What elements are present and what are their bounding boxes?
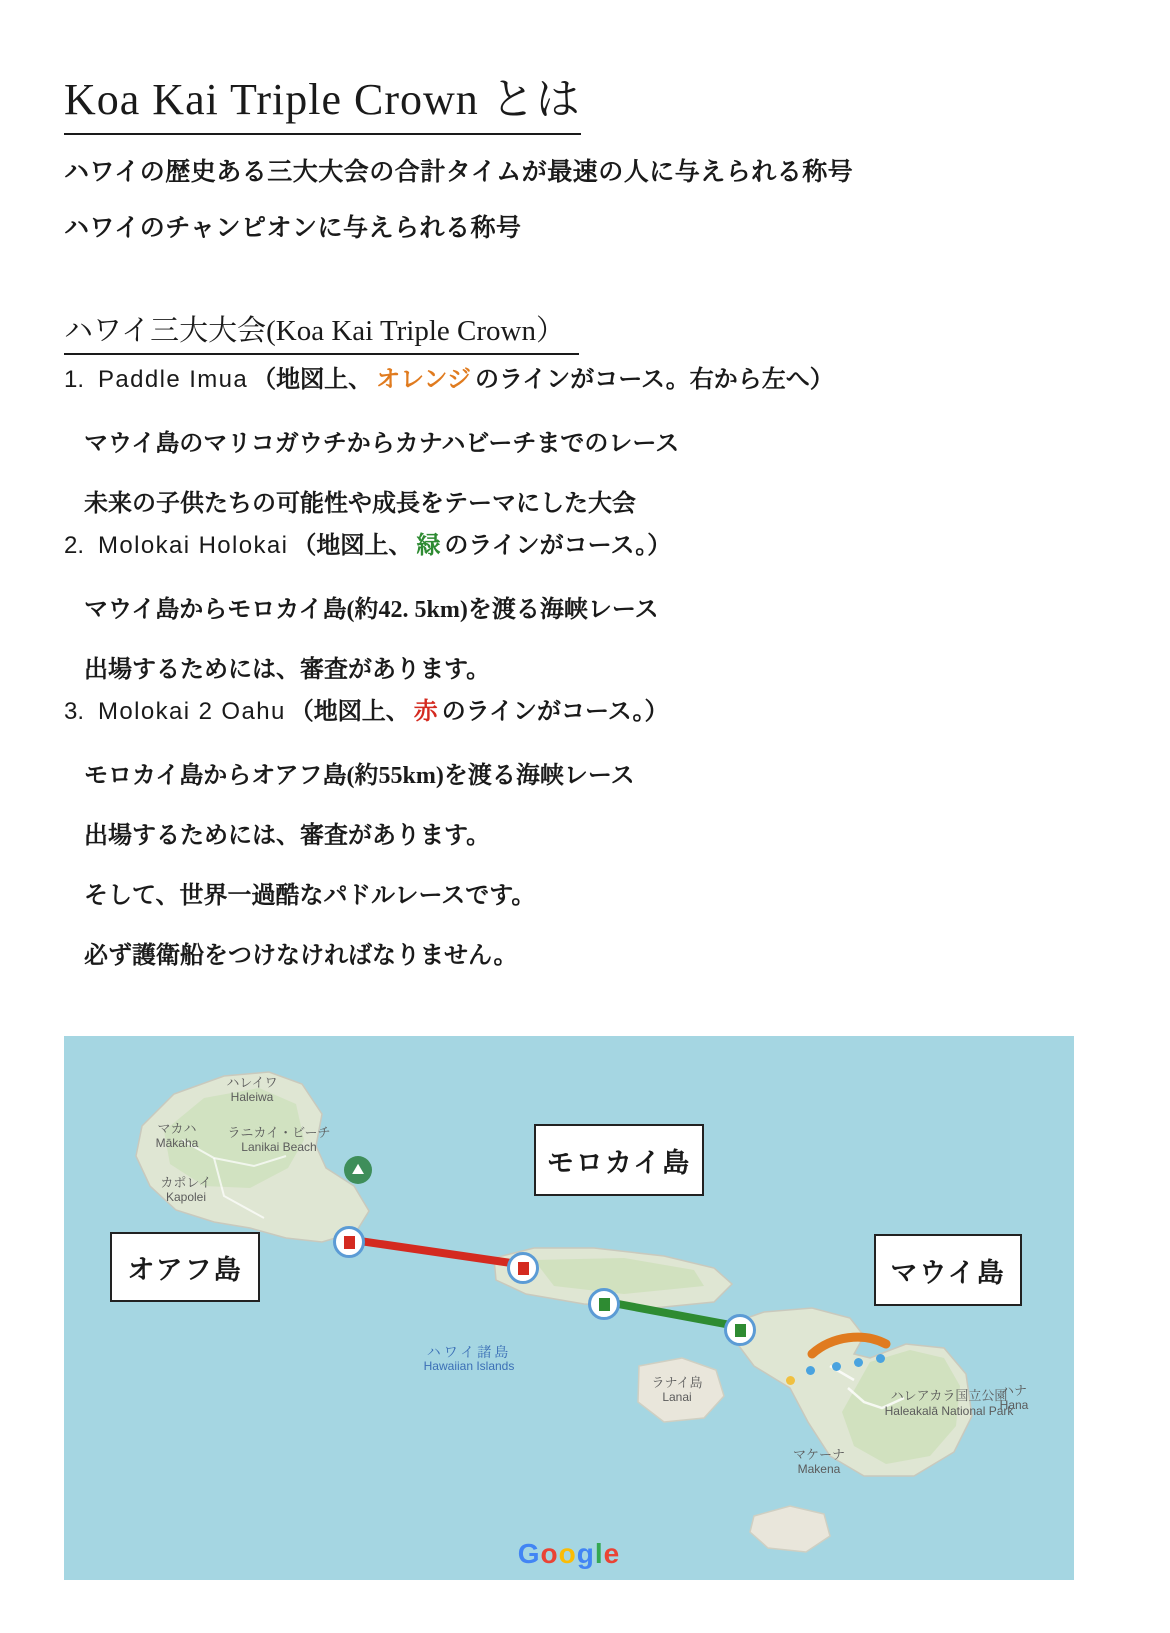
race-2-detail-2: 出場するためには、審査があります。 — [84, 657, 491, 683]
race-2-heading — [64, 534, 1104, 580]
race-3-heading — [64, 700, 1104, 746]
race-item-2 — [64, 534, 1104, 700]
callout-molokai: モロカイ島 — [534, 1124, 704, 1196]
map-dot-5 — [876, 1354, 885, 1363]
race-1-heading — [64, 368, 1104, 414]
section-subheading: ハワイ三大大会(Koa Kai Triple Crown） — [64, 308, 579, 355]
race-1-paren-pre: （地図上、 — [252, 367, 373, 393]
map-pin-molokai-east[interactable] — [588, 1288, 620, 1320]
callout-maui: マウイ島 — [874, 1234, 1022, 1306]
race-3-number: 3. — [64, 698, 85, 725]
map-pin-maui-west[interactable] — [724, 1314, 756, 1346]
map-dot-4 — [854, 1358, 863, 1367]
race-3-paren-post: のラインがコース。） — [441, 699, 669, 725]
race-1-detail-1: マウイ島のマリコガウチからカナハビーチまでのレース — [84, 431, 680, 457]
place-label-haleiwa: ハレイワ Haleiwa — [226, 1075, 278, 1104]
race-3-detail-1: モロカイ島からオアフ島(約55km)を渡る海峡レース — [84, 763, 635, 789]
race-2-detail-1: マウイ島からモロカイ島(約42. 5km)を渡る海峡レース — [84, 597, 659, 623]
race-2-paren-post: のラインがコース。） — [444, 533, 672, 559]
race-list — [64, 368, 1104, 986]
race-item-1 — [64, 368, 1104, 534]
race-1-number: 1. — [64, 366, 85, 393]
place-label-lanai: ラナイ島 Lanai — [651, 1375, 703, 1404]
place-label-haleakala-national-park: ハレアカラ国立公園 Haleakalā National Park — [884, 1388, 1014, 1418]
race-1-color-word: オレンジ — [376, 367, 471, 393]
place-label-lanikai-beach: ラニカイ・ビーチ Lanikai Beach — [227, 1125, 331, 1154]
race-1-paren-post: のラインがコース。右から左へ） — [474, 367, 834, 393]
map-dot-1 — [806, 1366, 815, 1375]
race-3-name: Molokai 2 Oahu — [98, 698, 286, 725]
race-3-detail-4: 必ず護衛船をつけなければなりません。 — [84, 943, 518, 969]
map-dot-2 — [786, 1376, 795, 1385]
lead-line-1: ハワイの歴史ある三大大会の合計タイムが最速の人に与えられる称号 — [64, 159, 854, 186]
map-pin-molokai-west[interactable] — [507, 1252, 539, 1284]
race-3-detail-2: 出場するためには、審査があります。 — [84, 823, 491, 849]
map-dot-3 — [832, 1362, 841, 1371]
route-molokai-2-oahu — [346, 1239, 518, 1264]
map-routes — [64, 1036, 1074, 1580]
place-label-makena: マケーナ Makena — [792, 1447, 845, 1476]
place-label-hana: ハナ Hana — [999, 1383, 1029, 1412]
race-3-paren-pre: （地図上、 — [289, 699, 410, 725]
page-title: Koa Kai Triple Crown とは — [64, 63, 581, 135]
race-3-color-word: 赤 — [413, 699, 438, 725]
hawaii-map[interactable] — [64, 1036, 1074, 1580]
race-2-color-word: 緑 — [416, 533, 441, 559]
race-1-detail-2: 未来の子供たちの可能性や成長をテーマにした大会 — [84, 491, 636, 517]
callout-oahu: オアフ島 — [110, 1232, 260, 1302]
map-pin-oahu-finish[interactable] — [333, 1226, 365, 1258]
place-label-makaha: マカハ Mākaha — [155, 1121, 199, 1150]
place-label-hawaiian-islands: ハワイ諸島 Hawaiian Islands — [423, 1344, 515, 1374]
google-logo: Google — [517, 1538, 621, 1569]
route-paddle-imua — [812, 1337, 886, 1354]
race-2-paren-pre: （地図上、 — [292, 533, 413, 559]
lead-line-2: ハワイのチャンピオンに与えられる称号 — [64, 215, 522, 242]
race-item-3 — [64, 700, 1104, 986]
route-molokai-holokai — [602, 1301, 736, 1326]
place-label-kapolei: カポレイ Kapolei — [160, 1175, 212, 1204]
race-3-detail-3: そして、世界一過酷なパドルレースです。 — [84, 883, 536, 909]
race-2-number: 2. — [64, 532, 85, 559]
race-1-name: Paddle Imua — [98, 366, 249, 393]
race-2-name: Molokai Holokai — [98, 532, 289, 559]
park-icon[interactable]: ⛰ — [344, 1156, 372, 1184]
